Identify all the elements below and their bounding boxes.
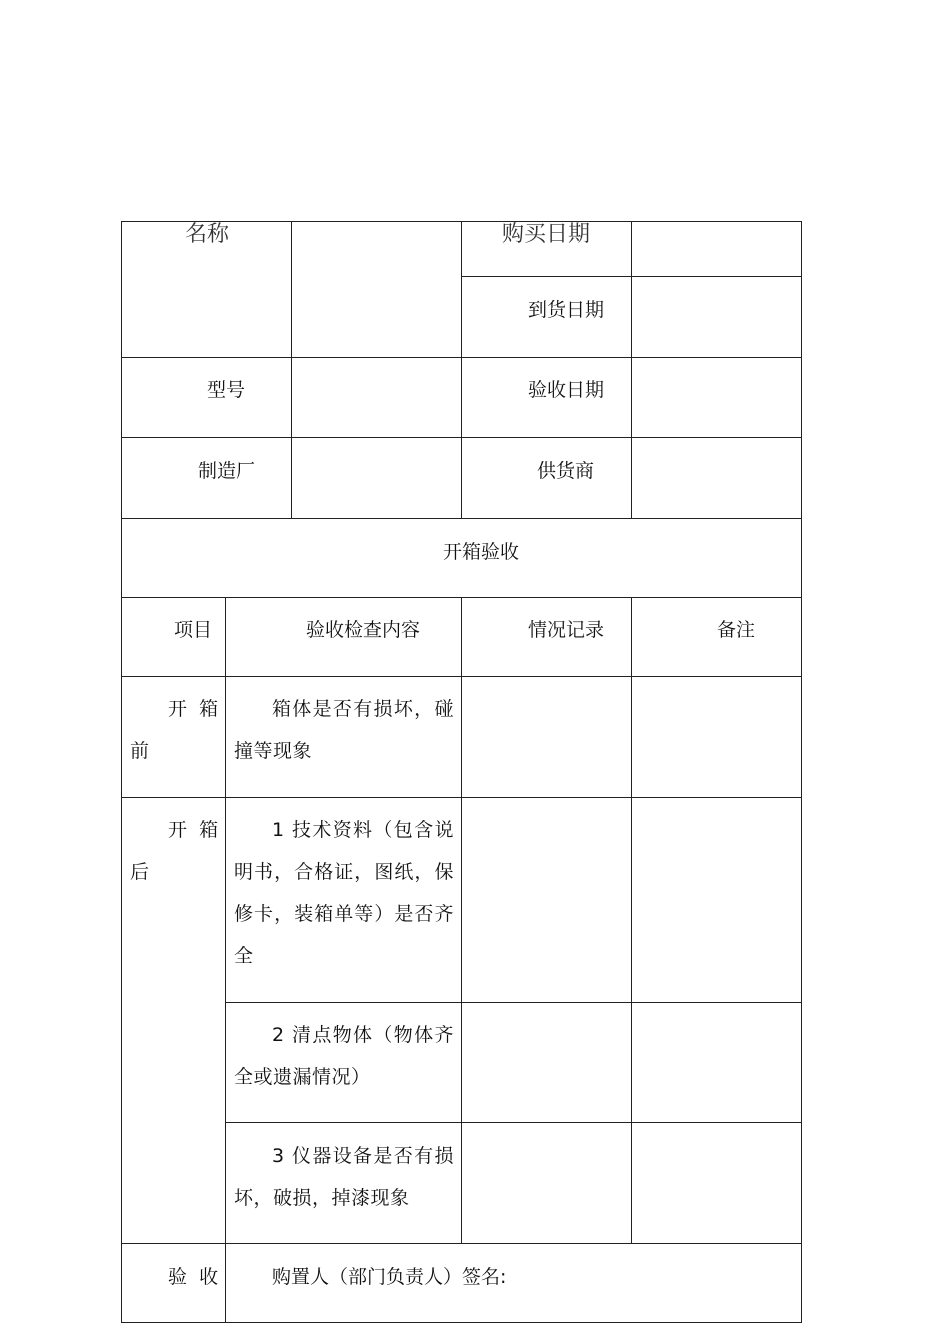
table-rule: [631, 221, 632, 518]
table-rule: [461, 221, 462, 518]
after-check-item-3: 3 仪器设备是否有损坏，破损，掉漆现象: [234, 1145, 454, 1209]
column-header-remark: 备注: [717, 619, 756, 641]
arrival-date-label: 到货日期: [528, 299, 605, 321]
purchase-date-label: 购买日期: [502, 222, 591, 247]
before-label-line1: 开 箱: [168, 698, 219, 720]
table-rule: [631, 597, 632, 1244]
before-label-line2: 前: [130, 740, 150, 762]
acceptance-label: 验 收: [168, 1266, 219, 1288]
table-rule: [121, 518, 802, 519]
after-check-item-2: 2 清点物体（物体齐全或遗漏情况）: [234, 1024, 454, 1088]
after-label-line1: 开 箱: [168, 819, 219, 841]
acceptance-date-label: 验收日期: [528, 379, 605, 401]
column-header-content: 验收检查内容: [306, 619, 421, 641]
table-rule: [461, 597, 462, 1244]
supplier-label: 供货商: [537, 460, 595, 482]
table-border-left: [121, 221, 122, 1323]
before-check-content: 箱体是否有损坏，碰撞等现象: [234, 698, 454, 762]
table-rule: [225, 597, 226, 1323]
manufacturer-label: 制造厂: [198, 460, 256, 482]
after-check-item-1: 1 技术资料（包含说明书，合格证，图纸，保修卡，装箱单等）是否齐全: [234, 819, 454, 967]
name-label: 名称: [185, 222, 230, 247]
table-border-right: [801, 221, 802, 1323]
column-header-item: 项目: [174, 619, 213, 641]
section-title: 开箱验收: [443, 541, 520, 563]
table-rule: [225, 1002, 802, 1003]
table-rule: [291, 221, 292, 518]
model-label: 型号: [207, 379, 246, 401]
table-rule: [225, 1122, 802, 1123]
after-label-line2: 后: [130, 861, 150, 883]
column-header-record: 情况记录: [528, 619, 605, 641]
table-border-bottom: [121, 1322, 802, 1323]
signature-line: 购置人（部门负责人）签名:: [272, 1266, 507, 1288]
